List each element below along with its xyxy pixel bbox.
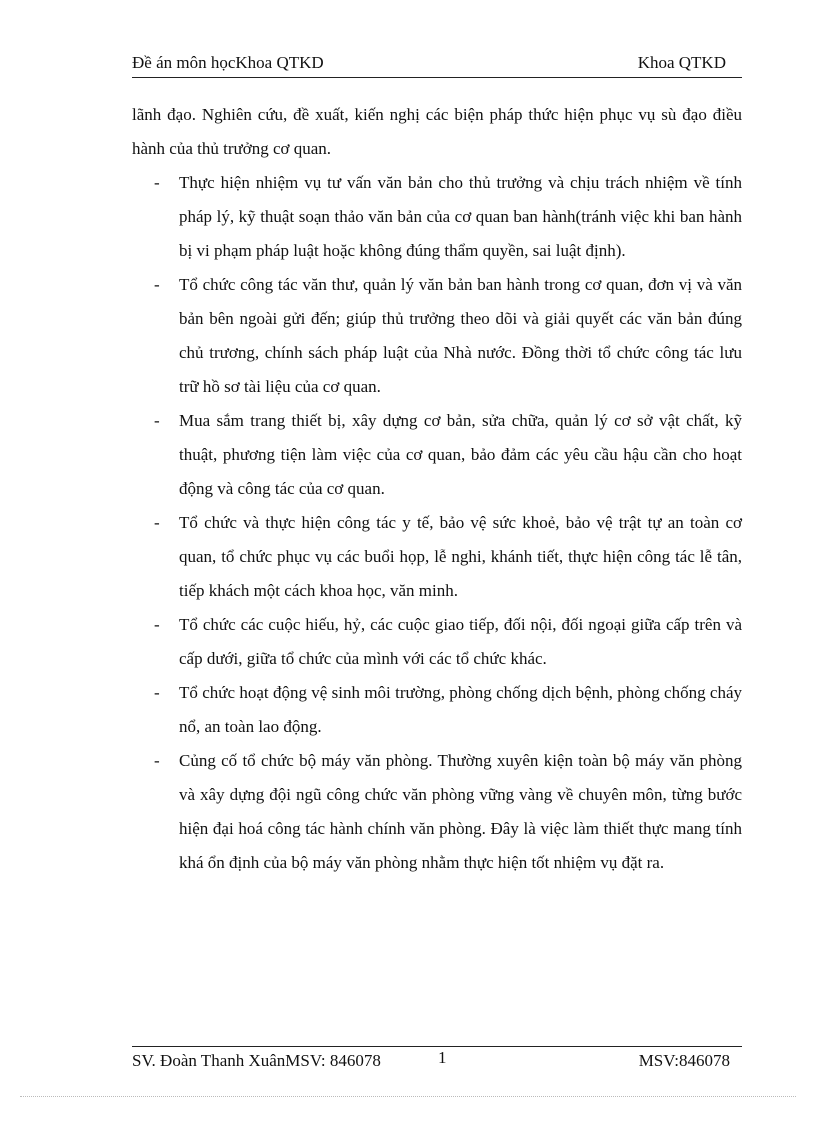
list-item	[132, 404, 742, 506]
list-item-text: Tổ chức và thực hiện công tác y tế, bảo vệ sức khoẻ, bảo vệ trật tự an toàn cơ quan, tổ chức phục vụ các buổi họp, lễ nghi, khánh tiết, thực hiện công tác lễ tân, tiếp khách một cách khoa học, văn minh.	[179, 513, 742, 600]
footer-student-id: MSV:846078	[638, 1051, 730, 1070]
page-footer	[132, 1046, 742, 1077]
page-number: 1	[438, 1048, 447, 1067]
bullet-dash: -	[154, 173, 160, 192]
list-item	[132, 166, 742, 268]
bullet-dash: -	[154, 615, 160, 634]
list-item	[132, 506, 742, 608]
list-item	[132, 744, 742, 880]
intro-paragraph: lãnh đạo. Nghiên cứu, đề xuất, kiến nghị các biện pháp thức hiện phục vụ sù đạo điều hành của thủ trưởng cơ quan.	[132, 105, 742, 158]
document-body	[132, 98, 742, 880]
bullet-dash: -	[154, 683, 160, 702]
footer-student-info: SV. Đoàn Thanh XuânMSV: 846078	[132, 1051, 381, 1070]
bullet-dash: -	[154, 751, 160, 770]
bullet-dash: -	[154, 275, 160, 294]
bullet-dash: -	[154, 411, 160, 430]
task-list	[132, 166, 742, 880]
header-department: Khoa QTKD	[637, 53, 726, 72]
list-item-text: Mua sắm trang thiết bị, xây dựng cơ bản, sửa chữa, quản lý cơ sở vật chất, kỹ thuật, phương tiện làm việc của cơ quan, bảo đảm các yêu cầu hậu cần cho hoạt động và công tác của cơ quan.	[179, 411, 742, 498]
list-item-text: Tổ chức hoạt động vệ sinh môi trường, phòng chống dịch bệnh, phòng chống cháy nổ, an toàn lao động.	[179, 683, 742, 736]
list-item-text: Tổ chức công tác văn thư, quản lý văn bản ban hành trong cơ quan, đơn vị và văn bản bên ngoài gửi đến; giúp thủ trưởng theo dõi và giải quyết các văn bản đúng chủ trương, chính sách pháp luật của Nhà nước. Đồng thời tổ chức công tác lưu trữ hồ sơ tài liệu của cơ quan.	[179, 275, 742, 396]
list-item-text: Củng cố tổ chức bộ máy văn phòng. Thường xuyên kiện toàn bộ máy văn phòng và xây dựng đội ngũ công chức văn phòng vững vàng về chuyên môn, từng bước hiện đại hoá công tác hành chính văn phòng. Đây là việc làm thiết thực mang tính khá ổn định của bộ máy văn phòng nhằm thực hiện tốt nhiệm vụ đặt ra.	[179, 751, 742, 872]
list-item-text: Tổ chức các cuộc hiếu, hỷ, các cuộc giao tiếp, đối nội, đối ngoại giữa cấp trên và cấp dưới, giữa tổ chức của mình với các tổ chức khác.	[179, 615, 742, 668]
list-item	[132, 676, 742, 744]
page-boundary-divider	[20, 1096, 796, 1097]
list-item-text: Thực hiện nhiệm vụ tư vấn văn bản cho thủ trưởng và chịu trách nhiệm về tính pháp lý, kỹ thuật soạn thảo văn bản của cơ quan ban hành(tránh việc khi ban hành bị vi phạm pháp luật hoặc không đúng thẩm quyền, sai luật định).	[179, 173, 742, 260]
header-course-title: Đề án môn họcKhoa QTKD	[132, 53, 324, 72]
page-header	[132, 53, 742, 78]
list-item	[132, 268, 742, 404]
list-item	[132, 608, 742, 676]
bullet-dash: -	[154, 513, 160, 532]
